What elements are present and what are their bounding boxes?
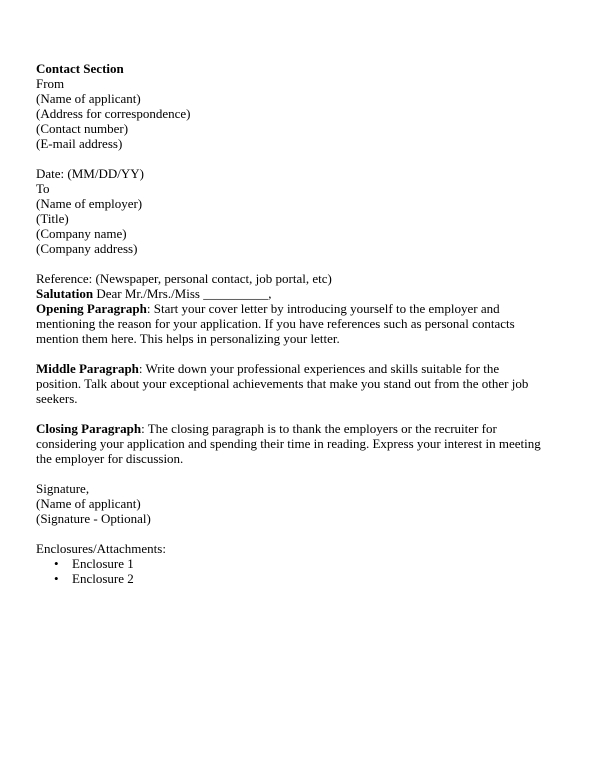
signature-section	[36, 481, 543, 526]
enclosures-heading: Enclosures/Attachments:	[36, 541, 166, 556]
closing-paragraph-label: Closing Paragraph	[36, 421, 142, 436]
opening-paragraph-label: Opening Paragraph	[36, 301, 147, 316]
enclosure-item-label: Enclosure 1	[72, 556, 134, 571]
company-name-line: (Company name)	[36, 226, 127, 241]
closing-paragraph-text: : The closing paragraph is to thank the employers or the recruiter for considering your application and spending their time in reading. Express your interest in meeting the employer for discussion.	[36, 421, 541, 466]
signature-name-line: (Name of applicant)	[36, 496, 141, 511]
opening-paragraph-text: : Start your cover letter by introducing yourself to the employer and mentioning the reason for your application. If you have references such as personal contacts mention them here. This helps in personalizing your letter.	[36, 301, 515, 346]
middle-paragraph	[36, 361, 543, 406]
contact-section	[36, 61, 543, 151]
signature-line: Signature,	[36, 481, 90, 496]
email-line: (E-mail address)	[36, 136, 123, 151]
employer-name-line: (Name of employer)	[36, 196, 143, 211]
from-line: From	[36, 76, 65, 91]
contact-number-line: (Contact number)	[36, 121, 129, 136]
applicant-name-line: (Name of applicant)	[36, 91, 141, 106]
date-line: Date: (MM/DD/YY)	[36, 166, 144, 181]
company-address-line: (Company address)	[36, 241, 138, 256]
middle-paragraph-text: : Write down your professional experiences and skills suitable for the position. Talk about your exceptional achievements that make you stand out from the other job seekers.	[36, 361, 529, 406]
bullet-icon: •	[54, 556, 59, 571]
closing-paragraph	[36, 421, 543, 466]
enclosures-list	[36, 556, 543, 586]
middle-paragraph-label: Middle Paragraph	[36, 361, 139, 376]
salutation-text: Dear Mr./Mrs./Miss __________,	[93, 286, 272, 301]
contact-section-heading: Contact Section	[36, 61, 124, 76]
reference-line: Reference: (Newspaper, personal contact, job portal, etc)	[36, 271, 332, 286]
to-line: To	[36, 181, 50, 196]
enclosure-item	[36, 571, 543, 586]
salutation-line	[36, 286, 543, 301]
title-line: (Title)	[36, 211, 69, 226]
opening-paragraph	[36, 301, 543, 346]
bullet-icon: •	[54, 571, 59, 586]
address-line: (Address for correspondence)	[36, 106, 191, 121]
salutation-label: Salutation	[36, 286, 94, 301]
recipient-section	[36, 181, 543, 256]
signature-optional-line: (Signature - Optional)	[36, 511, 151, 526]
enclosure-item-label: Enclosure 2	[72, 571, 134, 586]
enclosure-item	[36, 556, 543, 571]
